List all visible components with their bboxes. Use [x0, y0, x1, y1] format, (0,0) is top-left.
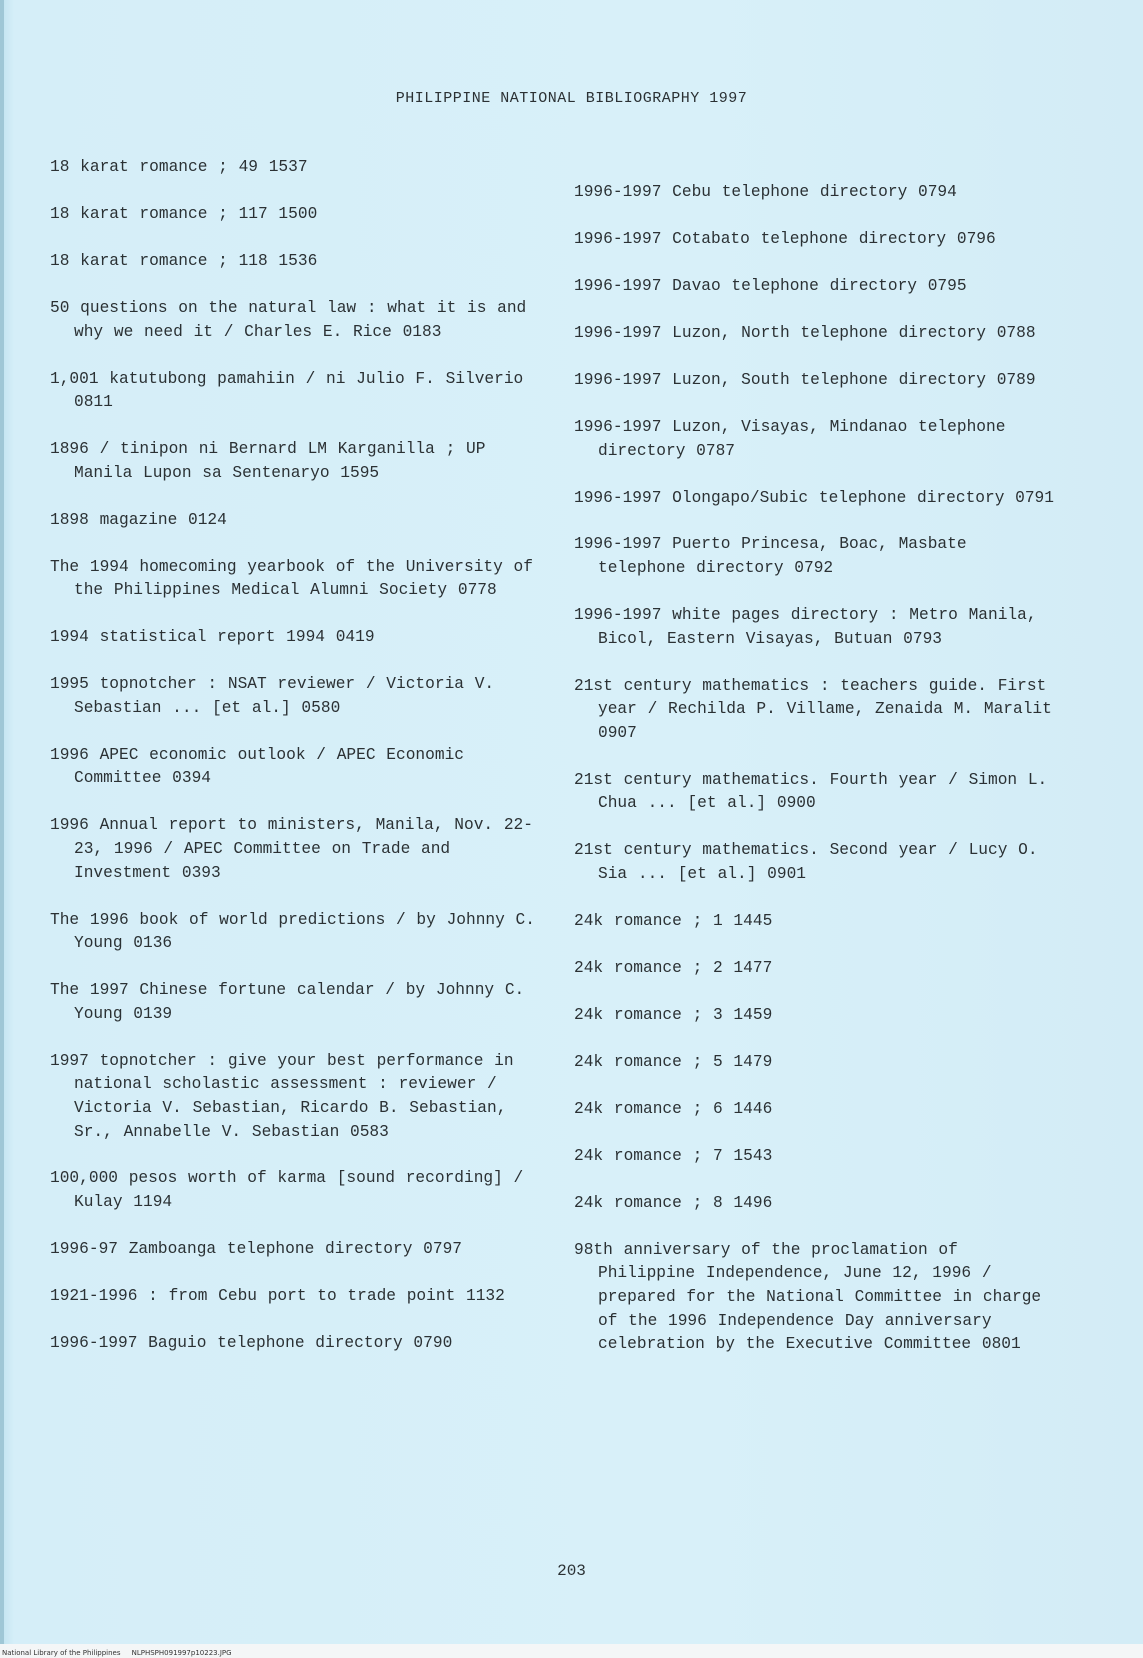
bibliography-entry: 1996 APEC economic outlook / APEC Economic Committee 0394	[50, 745, 464, 788]
bibliography-entry: 24k romance ; 1 1445	[574, 911, 773, 930]
bibliography-entry: 1996-1997 Davao telephone directory 0795	[574, 276, 967, 295]
bibliography-entry: 21st century mathematics. Second year / Lucy O. Sia ... [et al.] 0901	[574, 841, 1038, 883]
binding-edge	[0, 0, 4, 1658]
scan-credit: National Library of the Philippines NLPHSPH091997p10223.JPG	[2, 1649, 232, 1657]
bibliography-entry: 24k romance ; 8 1496	[574, 1193, 773, 1212]
bibliography-entry: 1996-1997 Olongapo/Subic telephone directory 0791	[574, 488, 1054, 507]
bibliography-entry: 1,001 katutubong pamahiin / ni Julio F. Silverio 0811	[50, 369, 524, 412]
bibliography-entry: 18 karat romance ; 49 1537	[50, 158, 308, 176]
bibliography-entry: 1996-1997 Luzon, South telephone directory 0789	[574, 370, 1036, 389]
page-title: PHILIPPINE NATIONAL BIBLIOGRAPHY 1997	[395, 90, 748, 107]
bibliography-entry: 1994 statistical report 1994 0419	[50, 628, 375, 647]
bibliography-entry: 24k romance ; 3 1459	[574, 1005, 773, 1024]
bibliography-entry: 1996-97 Zamboanga telephone directory 0797	[50, 1240, 462, 1259]
bibliography-entry: 1997 topnotcher : give your best performance in national scholastic assessment : reviewer / Victoria V. Sebastian, Ricardo B. Sebastian, Sr., Annabelle V. Sebastian 0583	[50, 1051, 514, 1141]
bibliography-entry: 24k romance ; 7 1543	[574, 1146, 773, 1165]
bibliography-entry: 1996 Annual report to ministers, Manila, Nov. 22-23, 1996 / APEC Committee on Trade and Investment 0393	[50, 816, 533, 882]
page-number: 203	[557, 1562, 586, 1580]
bibliography-entry: 18 karat romance ; 118 1536	[50, 251, 318, 270]
right-column	[574, 181, 1064, 1380]
bibliography-entry: 1996-1997 white pages directory : Metro Manila, Bicol, Eastern Visayas, Butuan 0793	[574, 606, 1037, 648]
bibliography-entry: 50 questions on the natural law : what it is and why we need it / Charles E. Rice 0183	[50, 298, 527, 341]
bibliography-entry: 1921-1996 : from Cebu port to trade point 1132	[50, 1287, 505, 1306]
bibliography-entry: 18 karat romance ; 117 1500	[50, 204, 318, 223]
bibliography-entry: 24k romance ; 6 1446	[574, 1099, 773, 1118]
bibliography-entry: 1996-1997 Luzon, Visayas, Mindanao telephone directory 0787	[574, 417, 1006, 460]
bibliography-entry: The 1997 Chinese fortune calendar / by Johnny C. Young 0139	[50, 981, 525, 1023]
bibliography-entry: The 1996 book of world predictions / by Johnny C. Young 0136	[50, 910, 535, 953]
bibliography-entry: 1896 / tinipon ni Bernard LM Karganilla ; UP Manila Lupon sa Sentenaryo 1595	[50, 440, 486, 482]
bibliography-entry: 1996-1997 Luzon, North telephone directory 0788	[574, 323, 1036, 342]
bibliography-entry: 21st century mathematics. Fourth year / Simon L. Chua ... [et al.] 0900	[574, 770, 1048, 813]
scan-credit-bar	[0, 1644, 1143, 1658]
left-column	[50, 156, 540, 1379]
bibliography-entry: 21st century mathematics : teachers guide. First year / Rechilda P. Villame, Zenaida M. Maralit 0907	[574, 676, 1052, 742]
bibliography-entry: 100,000 pesos worth of karma [sound recording] / Kulay 1194	[50, 1169, 524, 1212]
bibliography-entry: 1996-1997 Cebu telephone directory 0794	[574, 183, 957, 201]
bibliography-entry: 24k romance ; 5 1479	[574, 1052, 773, 1071]
bibliography-entry: 1898 magazine 0124	[50, 510, 227, 529]
bibliography-entry: 1995 topnotcher : NSAT reviewer / Victoria V. Sebastian ... [et al.] 0580	[50, 675, 495, 717]
bibliography-entry: 1996-1997 Puerto Princesa, Boac, Masbate telephone directory 0792	[574, 535, 967, 578]
bibliography-entry: 1996-1997 Baguio telephone directory 0790	[50, 1334, 453, 1353]
bibliography-entry: The 1994 homecoming yearbook of the University of the Philippines Medical Alumni Society 0778	[50, 557, 533, 600]
bibliography-entry: 1996-1997 Cotabato telephone directory 0796	[574, 229, 996, 248]
bibliography-entry: 24k romance ; 2 1477	[574, 958, 773, 977]
bibliography-entry: 98th anniversary of the proclamation of Philippine Independence, June 12, 1996 / prepared for the National Committee in charge of the 1996 Independence Day anniversary celebration by the Executive Committee 0801	[574, 1240, 1042, 1354]
